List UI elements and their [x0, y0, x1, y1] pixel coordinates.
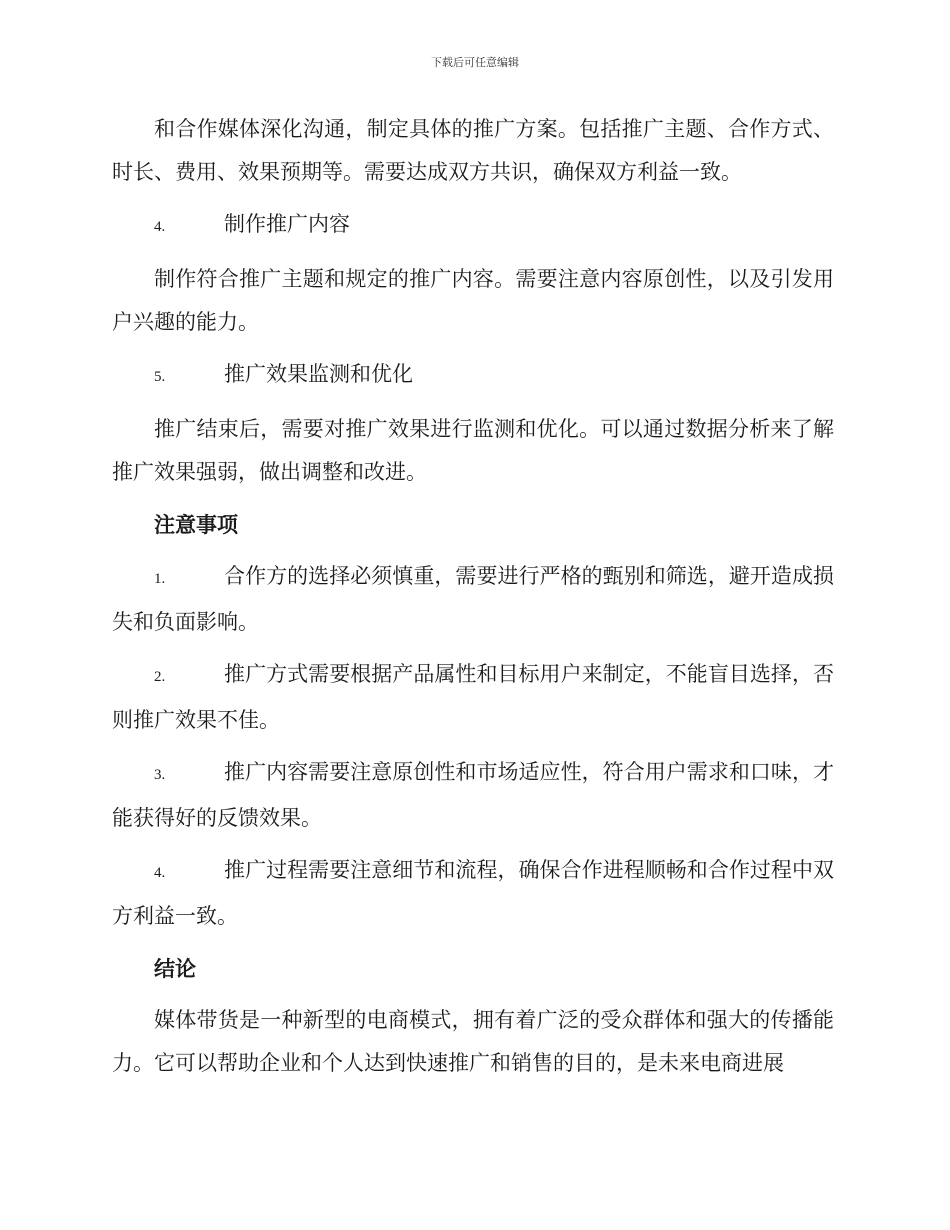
note-item	[112, 751, 834, 840]
paragraph: 媒体带货是一种新型的电商模式，拥有着广泛的受众群体和强大的传播能力。它可以帮助企业和个人达到快速推广和销售的目的，是未来电商进展	[112, 1008, 834, 1075]
note-number: 1.	[154, 571, 166, 587]
document-body	[112, 108, 834, 1094]
step-item	[112, 203, 834, 249]
page-header: 下载后可任意编辑	[431, 56, 519, 69]
step-title: 推广效果监测和优化	[224, 362, 413, 386]
section-heading: 结论	[154, 956, 196, 981]
note-text: 推广内容需要注意原创性和市场适应性，符合用户需求和口味，才能获得好的反馈效果。	[112, 760, 834, 830]
note-text: 推广过程需要注意细节和流程，确保合作进程顺畅和合作过程中双方利益一致。	[112, 858, 834, 928]
paragraph: 和合作媒体深化沟通，制定具体的推广方案。包括推广主题、合作方式、时长、费用、效果预期等。需要达成双方共识，确保双方利益一致。	[112, 117, 834, 184]
note-item	[112, 653, 834, 742]
section-heading: 注意事项	[154, 512, 238, 537]
step-number: 5.	[154, 369, 166, 385]
note-number: 4.	[154, 865, 166, 881]
step-item	[112, 353, 834, 399]
note-item	[112, 849, 834, 938]
note-number: 2.	[154, 669, 166, 685]
step-title: 制作推广内容	[224, 212, 350, 236]
paragraph: 制作符合推广主题和规定的推广内容。需要注意内容原创性，以及引发用户兴趣的能力。	[112, 267, 834, 334]
step-number: 4.	[154, 219, 166, 235]
note-item	[112, 555, 834, 644]
note-number: 3.	[154, 767, 166, 783]
note-text: 合作方的选择必须慎重，需要进行严格的甄别和筛选，避开造成损失和负面影响。	[112, 564, 834, 634]
note-text: 推广方式需要根据产品属性和目标用户来制定，不能盲目选择，否则推广效果不佳。	[112, 662, 834, 732]
paragraph: 推广结束后，需要对推广效果进行监测和优化。可以通过数据分析来了解推广效果强弱，做出调整和改进。	[112, 417, 834, 484]
